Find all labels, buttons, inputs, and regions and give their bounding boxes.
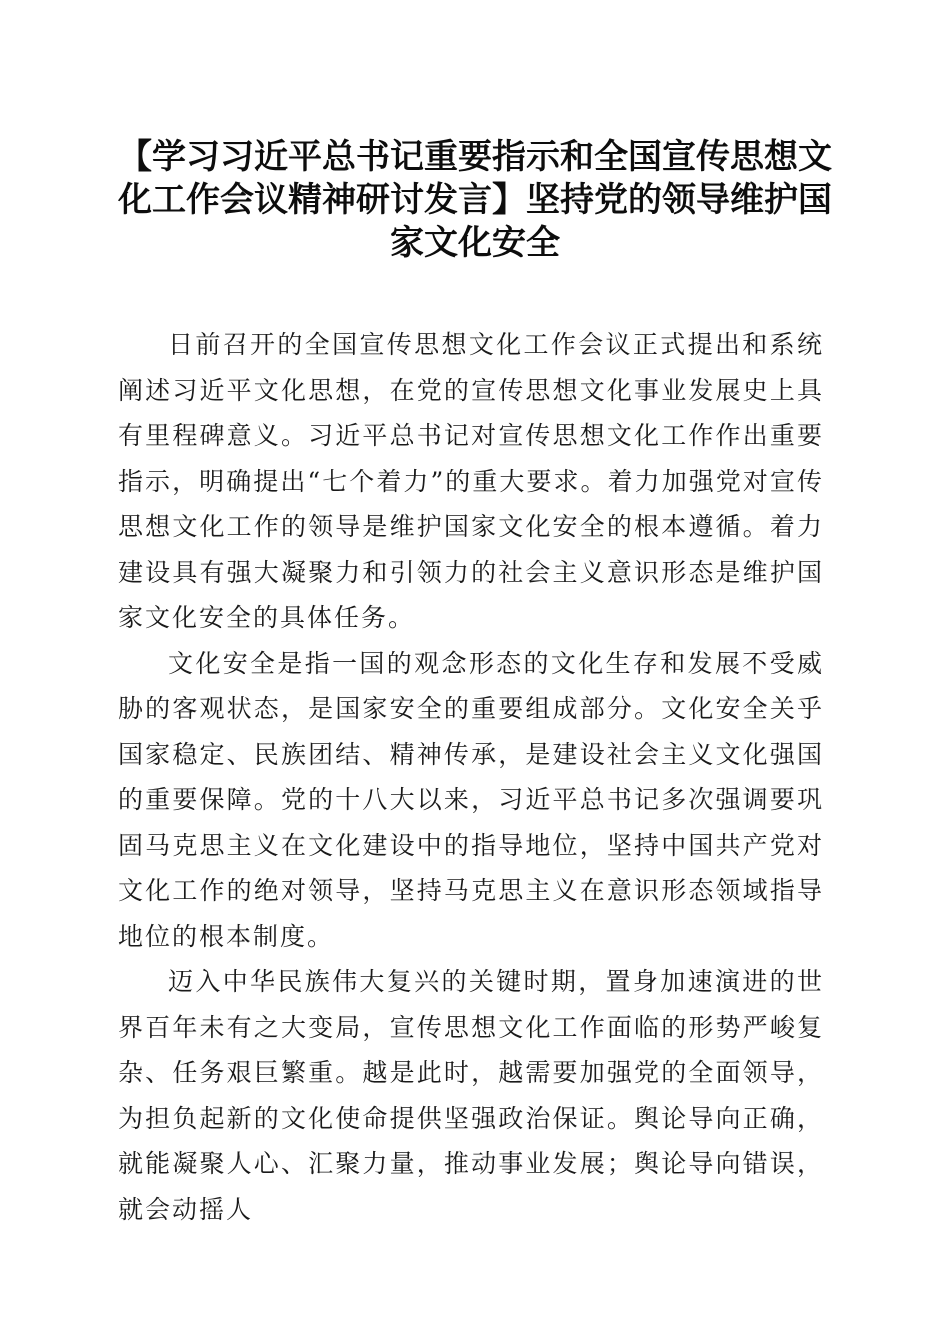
paragraph-2: 文化安全是指一国的观念形态的文化生存和发展不受威胁的客观状态，是国家安全的重要组成部分。文化安全关乎国家稳定、民族团结、精神传承，是建设社会主义文化强国的重要保障。党的十八大以来，习近平总书记多次强调要巩固马克思主义在文化建设中的指导地位，坚持中国共产党对文化工作的绝对领导，坚持马克思主义在意识形态领域指导地位的根本制度。 [118, 648, 824, 951]
document-title: 【学习习近平总书记重要指示和全国宣传思想文化工作会议精神研讨发言】坚持党的领导维护国家文化安全 [118, 137, 832, 263]
document-body [118, 322, 824, 1232]
paragraph-1: 日前召开的全国宣传思想文化工作会议正式提出和系统阐述习近平文化思想，在党的宣传思想文化事业发展史上具有里程碑意义。习近平总书记对宣传思想文化工作作出重要指示，明确提出“七个着力”的重大要求。着力加强党对宣传思想文化工作的领导是维护国家文化安全的根本遵循。着力建设具有强大凝聚力和引领力的社会主义意识形态是维护国家文化安全的具体任务。 [118, 330, 824, 632]
paragraph-3: 迈入中华民族伟大复兴的关键时期，置身加速演进的世界百年未有之大变局，宣传思想文化工作面临的形势严峻复杂、任务艰巨繁重。越是此时，越需要加强党的全面领导，为担负起新的文化使命提供坚强政治保证。舆论导向正确，就能凝聚人心、汇聚力量，推动事业发展；舆论导向错误，就会动摇人 [118, 967, 824, 1224]
